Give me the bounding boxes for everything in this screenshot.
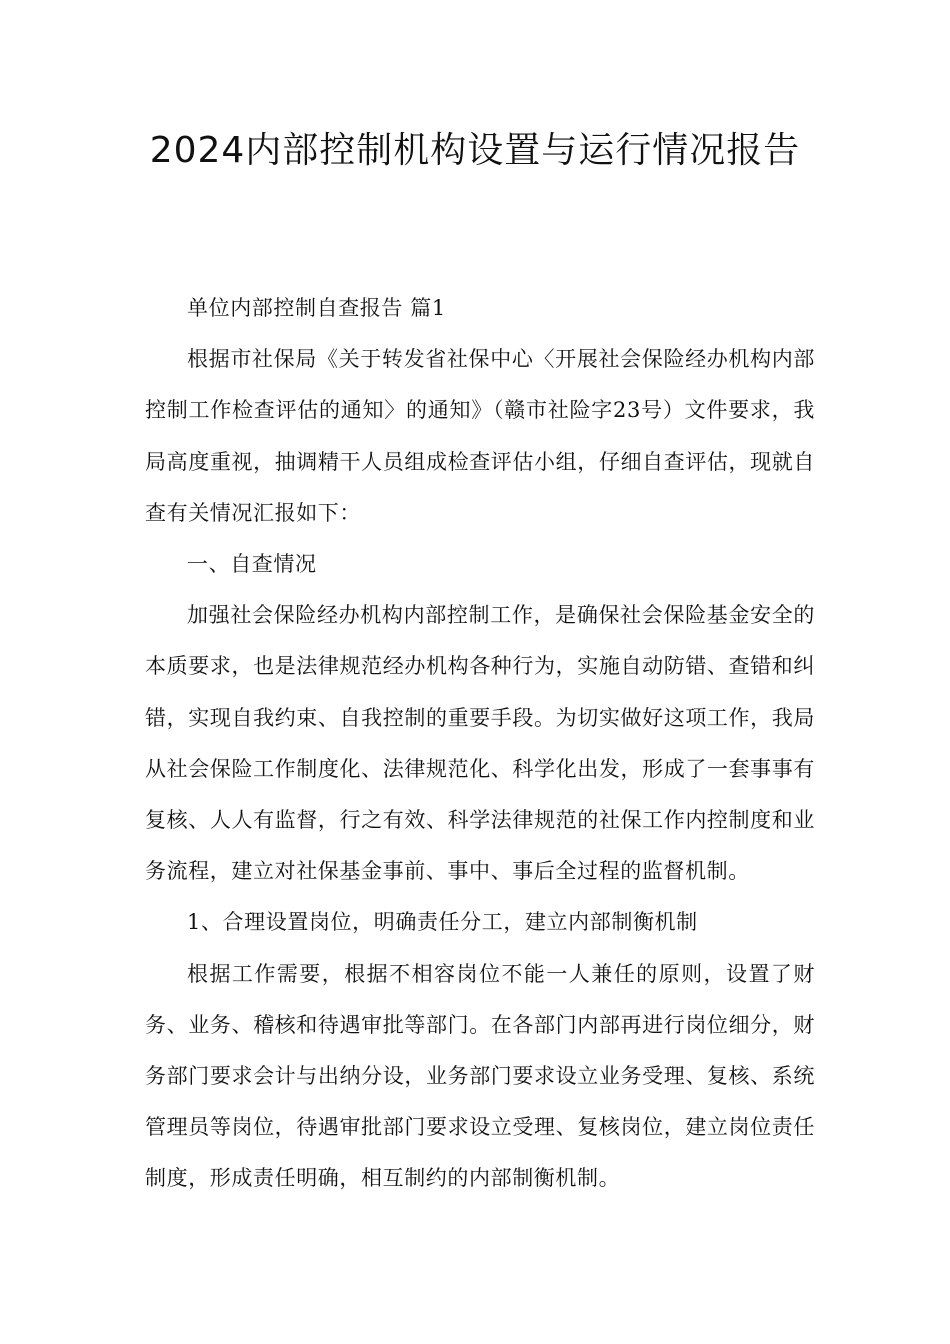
page-title: 2024内部控制机构设置与运行情况报告 xyxy=(149,130,801,171)
subsection-heading: 1、合理设置岗位，明确责任分工，建立内部制衡机制 xyxy=(187,910,698,935)
section-heading: 单位内部控制自查报告 篇1 xyxy=(187,296,446,320)
body-paragraph: 加强社会保险经办机构内部控制工作，是确保社会保险基金安全的本质要求，也是法律规范经办机构各种行为，实施自动防错、查错和纠错，实现自我约束、自我控制的重要手段。为切实做好这项工作，我局从社会保险工作制度化、法律规范化、科学化出发，形成了一套事事有复核、人人有监督，行之有效、科学法律规范的社保工作内控制度和业务流程，建立对社保基金事前、事中、事后全过程的监督机制。 xyxy=(145,603,815,884)
document-body xyxy=(145,283,815,1205)
section-heading: 一、自查情况 xyxy=(187,552,317,577)
body-paragraph: 根据工作需要，根据不相容岗位不能一人兼任的原则，设置了财务、业务、稽核和待遇审批等部门。在各部门内部再进行岗位细分，财务部门要求会计与出纳分设，业务部门要求设立业务受理、复核、系统管理员等岗位，待遇审批部门要求设立受理、复核岗位，建立岗位责任制度，形成责任明确，相互制约的内部制衡机制。 xyxy=(145,961,815,1191)
body-paragraph: 根据市社保局《关于转发省社保中心〈开展社会保险经办机构内部控制工作检查评估的通知〉的通知》（赣市社险字23号）文件要求，我局高度重视，抽调精干人员组成检查评估小组，仔细自查评估，现就自查有关情况汇报如下： xyxy=(145,347,815,525)
